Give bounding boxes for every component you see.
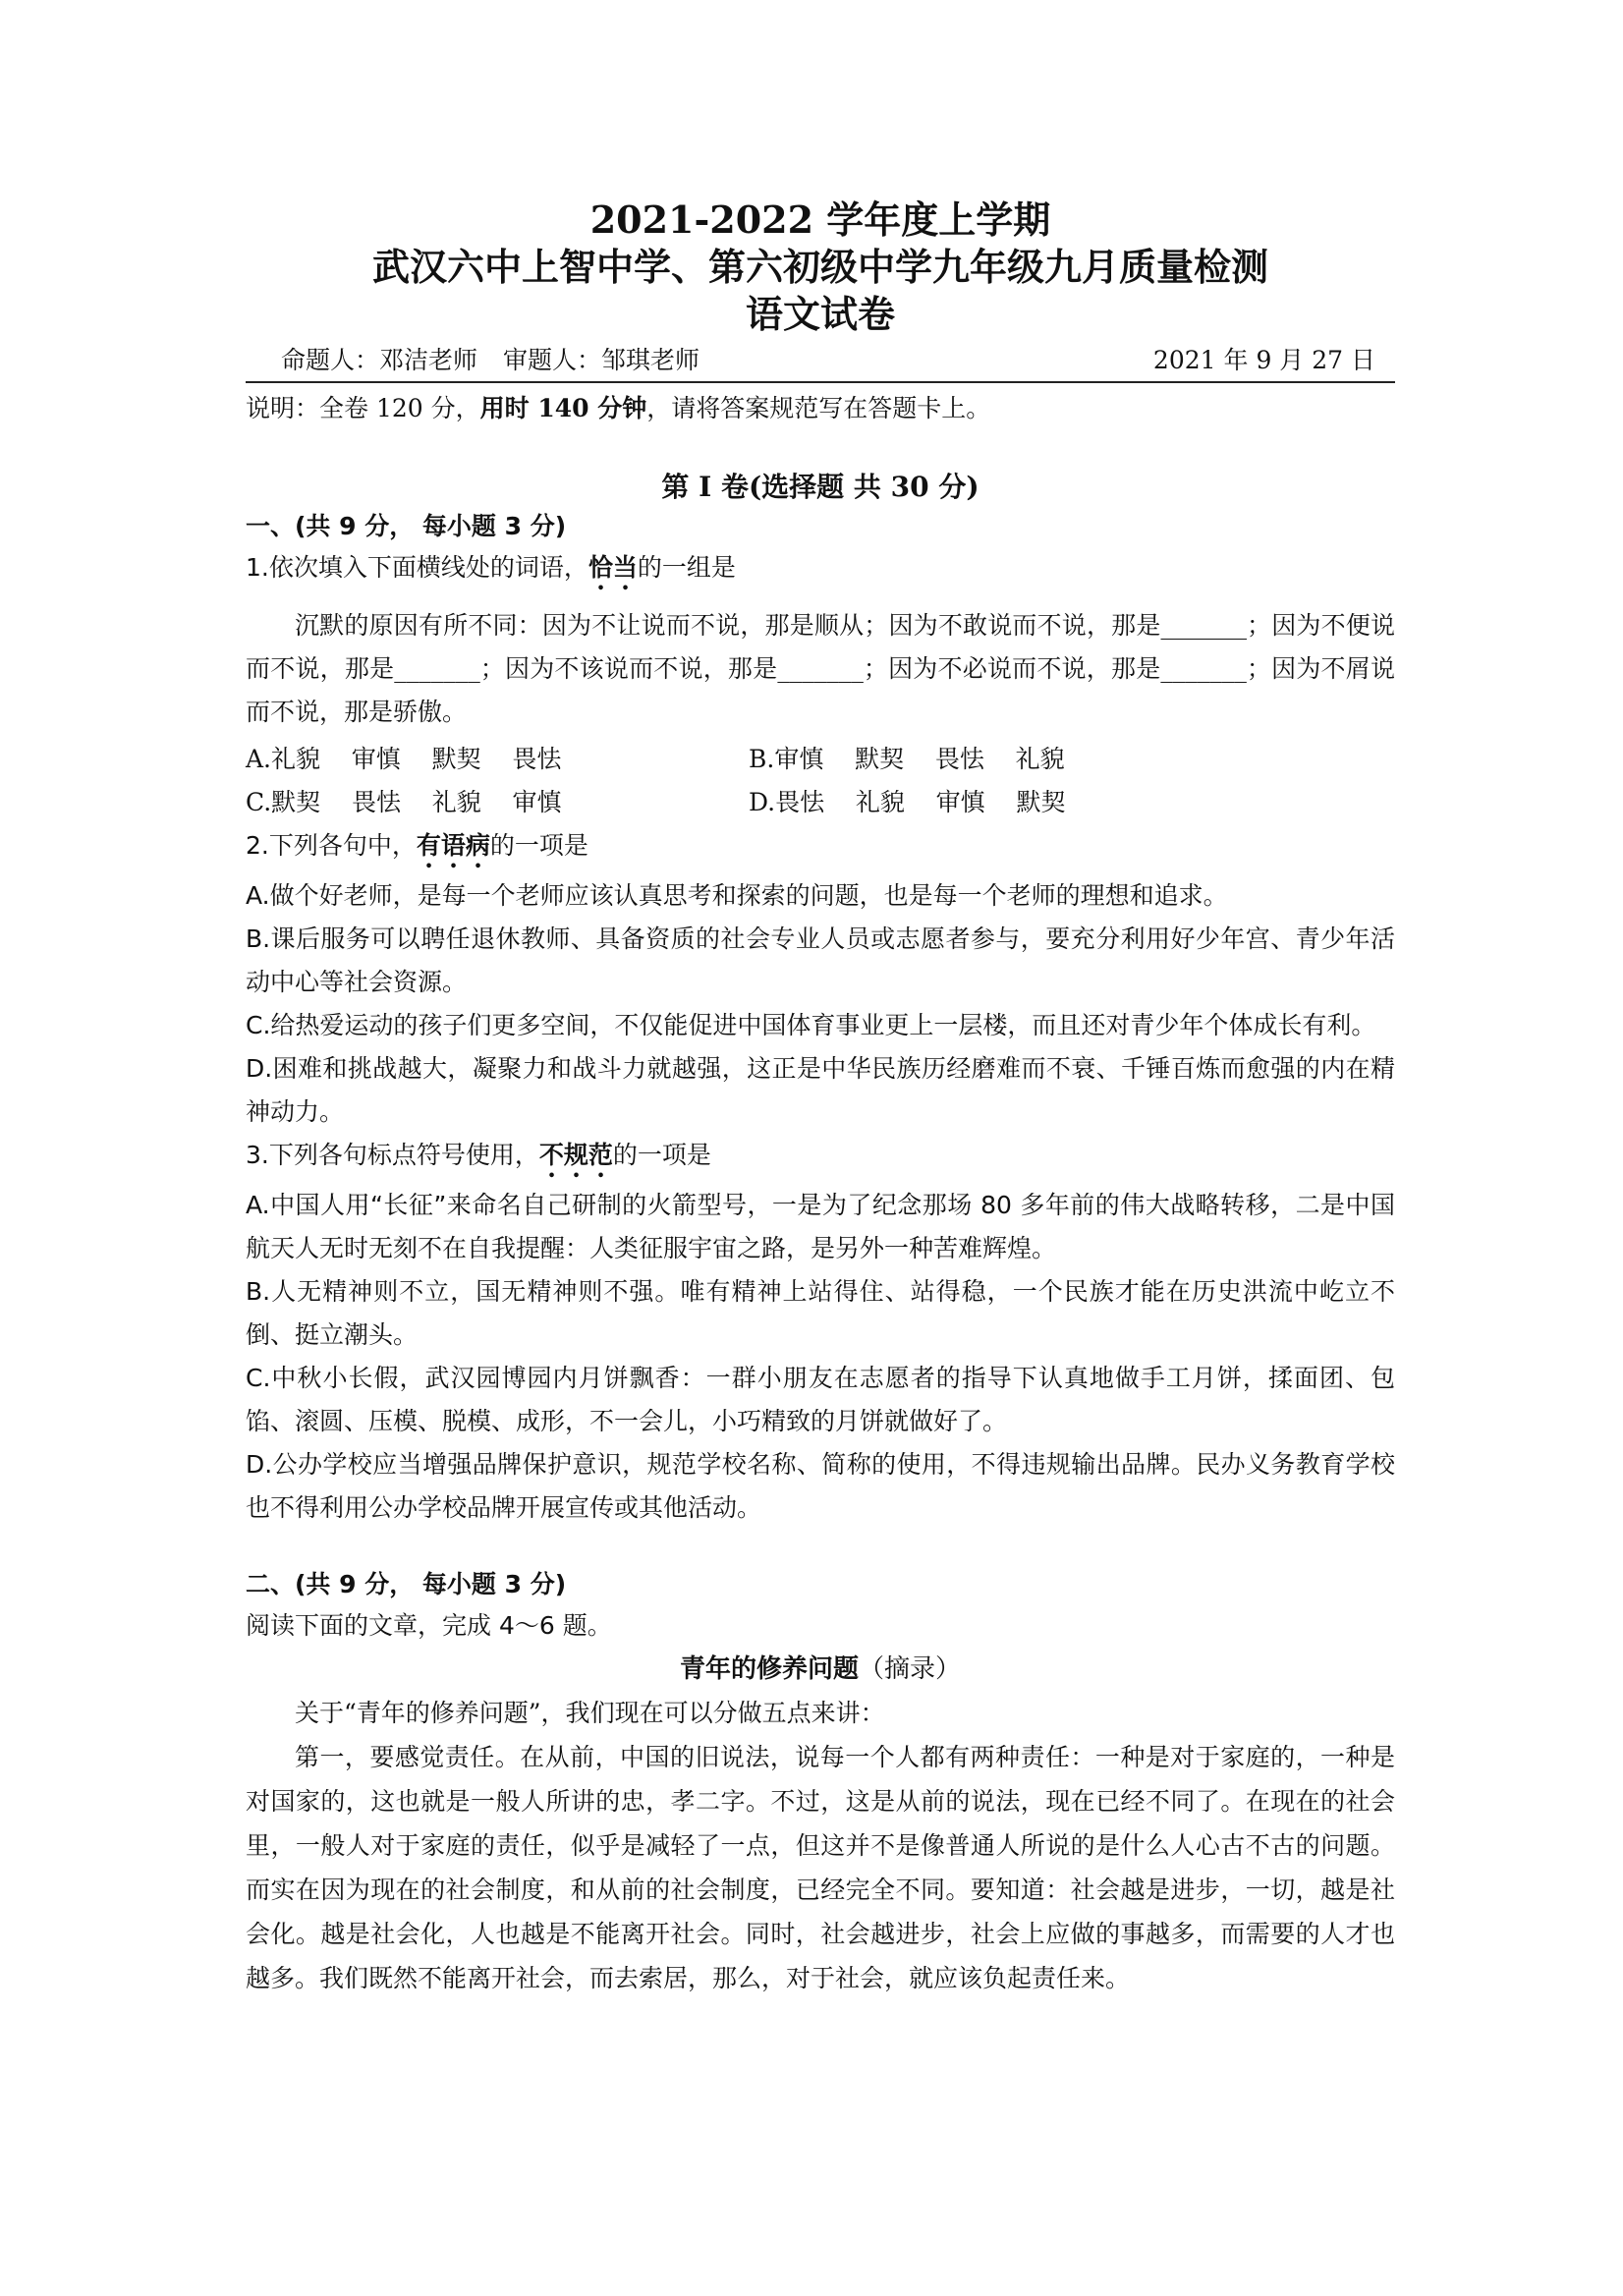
exam-title-subject: 语文试卷 — [745, 292, 895, 336]
part-2-lead: 阅读下面的文章，完成 4～6 题。 — [246, 1611, 612, 1640]
instructions-suffix: ，请将答案规范写在答题卡上。 — [646, 394, 991, 422]
q3-option-c: C.中秋小长假，武汉园博园内月饼飘香：一群小朋友在志愿者的指导下认真地做手工月饼，揉面团、包馅、滚圆、压模、脱模、成形，不一会儿，小巧精致的月饼就做好了。 — [246, 1364, 1395, 1435]
exam-instructions — [246, 389, 1395, 428]
essay-body — [246, 1691, 1395, 2000]
part-1-heading: 一、(共 9 分， 每小题 3 分) — [246, 512, 567, 540]
q2-stem-a: 2.下列各句中， — [246, 831, 417, 860]
exam-authors — [281, 342, 700, 379]
exam-meta-row — [246, 342, 1395, 383]
instructions-time: 用时 140 分钟 — [479, 394, 647, 422]
q1-option-d: D.畏怯 礼貌 审慎 默契 — [749, 788, 1066, 816]
essay-title-text: 青年的修养问题 — [679, 1654, 859, 1684]
question-2-stem — [246, 824, 1395, 874]
essay-title — [246, 1648, 1395, 1691]
q1-option-c: C.默契 畏怯 礼貌 审慎 — [246, 788, 562, 816]
q2-option-a: A.做个好老师，是每一个老师应该认真思考和探索的问题，也是每一个老师的理想和追求。 — [246, 881, 1228, 910]
q2-stem-emphasis: 有语病 — [416, 831, 490, 860]
q1-option-b: B.审慎 默契 畏怯 礼貌 — [749, 745, 1065, 773]
exam-title-year: 2021-2022 学年度上学期 — [589, 197, 1051, 242]
exam-title-schools: 武汉六中上智中学、第六初级中学九年级九月质量检测 — [371, 245, 1268, 289]
essay-paragraph: 关于“青年的修养问题”，我们现在可以分做五点来讲： — [295, 1699, 885, 1727]
q2-stem-b: 的一项是 — [489, 831, 588, 860]
q2-option-c: C.给热爱运动的孩子们更多空间，不仅能促进中国体育事业更上一层楼，而且还对青少年个体成长有利。 — [246, 1011, 1376, 1039]
question-1-passage: 沉默的原因有所不同：因为不让说而不说，那是顺从；因为不敢说而不说，那是_______；因为不便说而不说，那是_______；因为不该说而不说，那是_______；因为不必说而不说，那是_______；因为不屑说而不说，那是骄傲。 — [246, 611, 1395, 726]
question-1-stem — [246, 546, 1395, 596]
q2-option-b: B.课后服务可以聘任退休教师、具备资质的社会专业人员或志愿者参与，要充分利用好少年宫、青少年活动中心等社会资源。 — [246, 924, 1395, 996]
q3-stem-emphasis: 不规范 — [538, 1141, 613, 1169]
q3-option-a: A.中国人用“长征”来命名自己研制的火箭型号，一是为了纪念那场 80 多年前的伟大战略转移，二是中国航天人无时无刻不在自我提醒：人类征服宇宙之路，是另外一种苦难辉煌。 — [246, 1191, 1395, 1262]
section-gap — [246, 1530, 1395, 1565]
q3-option-b: B.人无精神则不立，国无精神则不强。唯有精神上站得住、站得稳，一个民族才能在历史洪流中屹立不倒、挺立潮头。 — [246, 1277, 1395, 1349]
q3-stem-a: 3.下列各句标点符号使用， — [246, 1141, 539, 1169]
reviewer: 审题人：邹琪老师 — [503, 346, 700, 374]
q1-option-a: A.礼貌 审慎 默契 畏怯 — [246, 745, 562, 773]
q2-option-d: D.困难和挑战越大，凝聚力和战斗力就越强，这正是中华民族历经磨难而不衰、千锤百炼而愈强的内在精神动力。 — [246, 1054, 1395, 1126]
q1-stem-b: 的一组是 — [637, 553, 736, 582]
setter: 命题人：邓洁老师 — [281, 346, 478, 374]
essay-paragraph: 第一，要感觉责任。在从前，中国的旧说法，说每一个人都有两种责任：一种是对于家庭的，一种是对国家的，这也就是一般人所讲的忠，孝二字。不过，这是从前的说法，现在已经不同了。在现在的社会里，一般人对于家庭的责任，似乎是减轻了一点，但这并不是像普通人所说的是什么人心古不古的问题。而实在因为现在的社会制度，和从前的社会制度，已经完全不同。要知道：社会越是进步，一切，越是社会化。越是社会化，人也越是不能离开社会。同时，社会越进步，社会上应做的事越多，而需要的人才也越多。我们既然不能离开社会，而去索居，那么，对于社会，就应该负起责任来。 — [246, 1743, 1395, 1992]
q1-stem-a: 1.依次填入下面横线处的词语， — [246, 553, 588, 582]
section-1-title: 第 I 卷(选择题 共 30 分) — [661, 471, 979, 503]
essay-title-note: （摘录） — [859, 1654, 962, 1684]
exam-date: 2021 年 9 月 27 日 — [1152, 346, 1375, 374]
exam-page — [246, 196, 1395, 2000]
q3-option-d: D.公办学校应当增强品牌保护意识，规范学校名称、简称的使用，不得违规输出品牌。民办义务教育学校也不得利用公办学校品牌开展宣传或其他活动。 — [246, 1450, 1395, 1522]
question-1-options — [246, 738, 1395, 824]
question-3-stem — [246, 1134, 1395, 1184]
q1-stem-emphasis: 恰当 — [588, 553, 638, 582]
part-2-heading: 二、(共 9 分， 每小题 3 分) — [246, 1570, 567, 1598]
instructions-prefix: 说明：全卷 120 分， — [246, 394, 480, 422]
q3-stem-b: 的一项是 — [612, 1141, 711, 1169]
